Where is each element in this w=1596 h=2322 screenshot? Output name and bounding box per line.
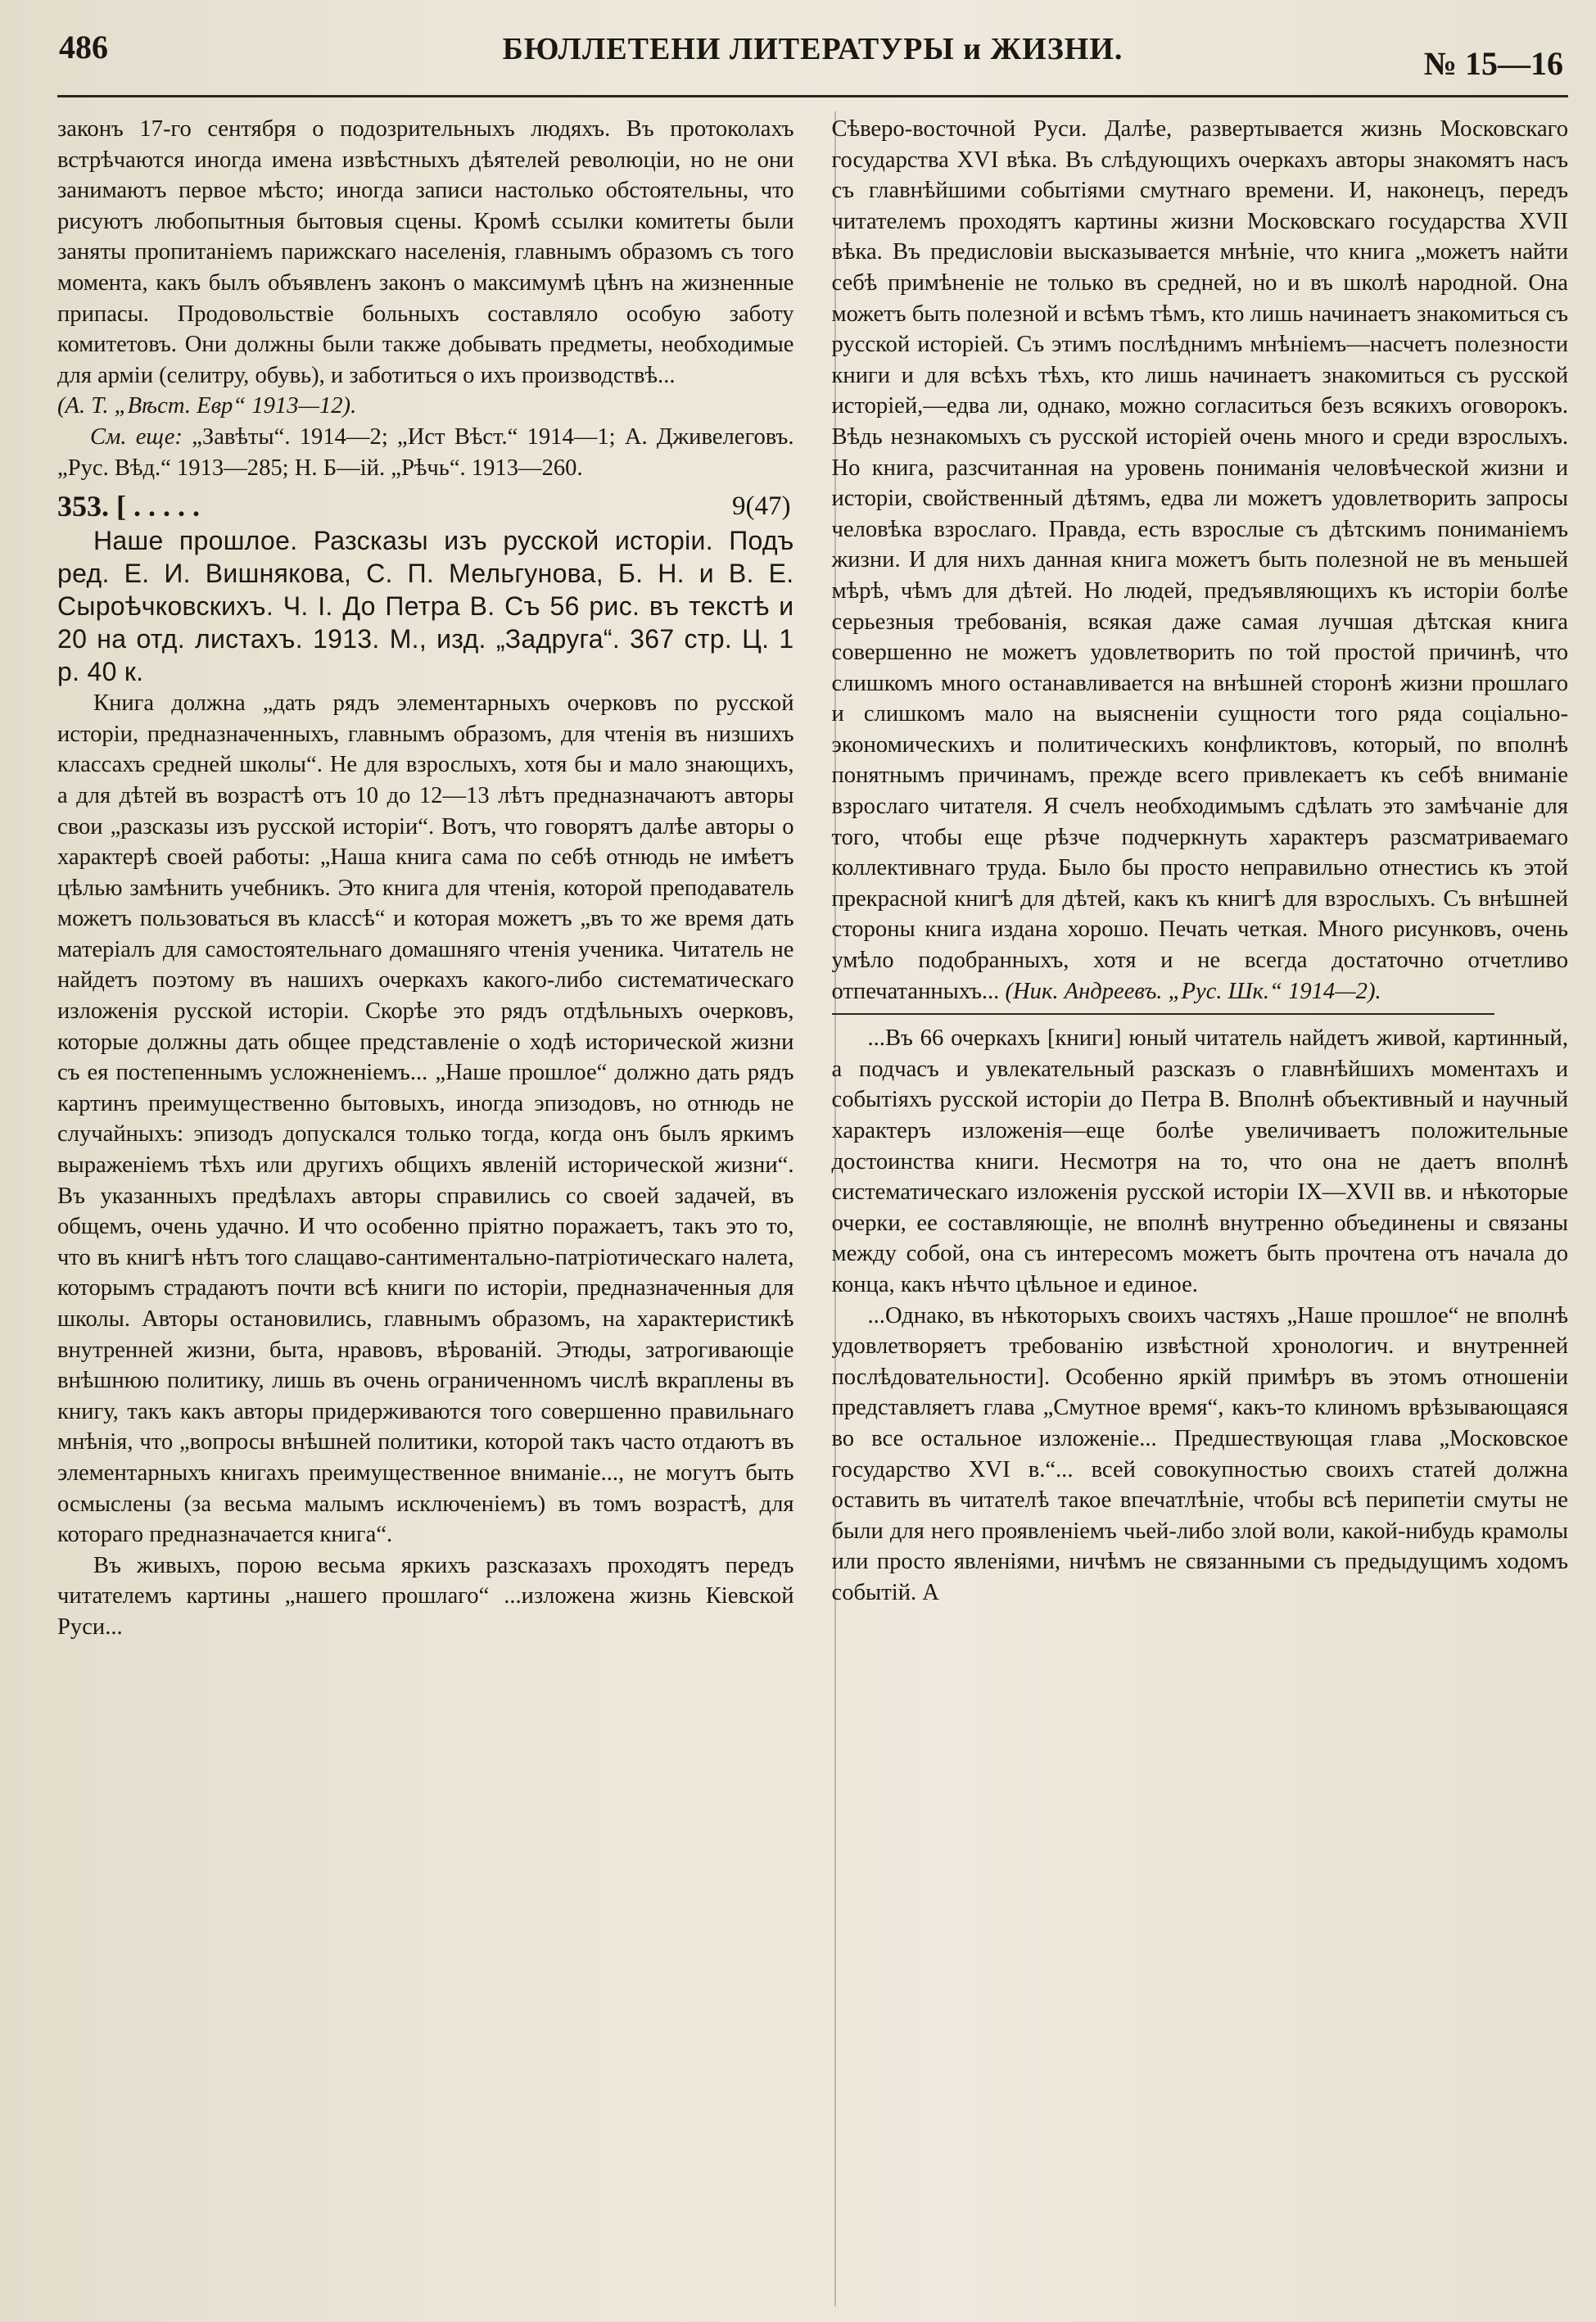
see-also-text: „Завѣты“. 1914—2; „Ист Вѣст.“ 1914—1; А. Дживелеговъ. „Рус. Вѣд.“ 1913—285; Н. Б—ій. „Рѣчь“. 1913—260. — [57, 423, 794, 481]
right-paragraph-3: ...Однако, въ нѣкоторыхъ своихъ частяхъ „Наше прошлое“ не вполнѣ удовлетворяетъ требованію извѣстной хронологич. и внутренней послѣдовательности]. Особенно яркій примѣръ въ этомъ отношеніи представляетъ глава „Смутное время“, какъ-то клиномъ врѣзывающаяся во все остальное изложеніе... Предшествующая глава „Московское государство XVI в.“... всей совокупностью своихъ статей должна оставить въ читателѣ такое впечатлѣніе, чтобы всѣ перипетіи смуты не были для него проявленіемъ чьей-либо злой воли, какой-нибудь крамолы или просто явленіями, ничѣмъ не связанными съ предыдущимъ ходомъ событій. А — [831, 1302, 1568, 1605]
issue-number: № 15—16 — [1423, 45, 1563, 82]
section-rule — [832, 1013, 1495, 1015]
left-column — [57, 114, 794, 1643]
page-number: 486 — [59, 29, 108, 66]
entry-classification-code: 9(47) — [732, 491, 791, 522]
text-columns — [57, 114, 1568, 1643]
column-divider — [834, 111, 836, 2306]
left-paragraph-1-reference: (А. Т. „Вѣст. Евр“ 1913—12). — [57, 393, 357, 419]
page-header — [57, 20, 1568, 97]
right-column — [832, 114, 1569, 1643]
left-paragraph-1 — [57, 114, 794, 422]
running-title: БЮЛЛЕТЕНИ ЛИТЕРАТУРЫ и ЖИЗНИ. — [502, 32, 1124, 66]
see-also — [57, 422, 794, 483]
left-paragraph-1-text: законъ 17-го сентября о подозрительныхъ людяхъ. Въ протоколахъ встрѣчаются иногда имена извѣстныхъ дѣятелей революціи, но не они занимаютъ первое мѣсто; иногда записи настолько обстоятельны, что рисуютъ любопытныя бытовыя сцены. Кромѣ ссылки комитеты были заняты пропитаніемъ парижскаго населенія, главнымъ образомъ съ того момента, какъ былъ объявленъ законъ о максимумѣ цѣнъ на жизненные припасы. Продовольствіе больныхъ составляло особую заботу комитетовъ. Они должны были также добывать предметы, необходимые для арміи (селитру, обувь), и заботиться о ихъ производствѣ... — [57, 116, 794, 388]
entry-heading — [57, 488, 794, 524]
entry-number: 353. [ . . . . . — [57, 490, 200, 523]
left-paragraph-3: Въ живыхъ, порою весьма яркихъ разсказахъ проходятъ передъ читателемъ картины „нашего прошлаго“ ...изложена жизнь Кіевской Руси... — [57, 1552, 794, 1640]
right-paragraph-1 — [832, 114, 1569, 1007]
right-paragraph-1-text: Сѣверо-восточной Руси. Далѣе, развертывается жизнь Московскаго государства XVI вѣка. Въ слѣдующихъ очеркахъ авторы знакомятъ насъ съ главнѣйшими событіями смутнаго времени. И, наконецъ, передъ читателемъ проходятъ картины жизни Московскаго государства XVII вѣка. Въ предисловіи высказывается мнѣніе, что книга „можетъ найти себѣ примѣненіе не только въ средней, но и въ школѣ народной. Она можетъ быть полезной и всѣмъ тѣмъ, кто лишь начинаетъ знакомиться съ русской исторіей. Съ этимъ послѣднимъ мнѣніемъ—насчетъ полезности книги и для всѣхъ тѣхъ, кто лишь начинаетъ знакомиться съ русской исторіей,—едва ли, однако, можно согласиться безъ всякихъ оговорокъ. Вѣдь незнакомыхъ съ русской исторіей очень много и среди взрослыхъ. Но книга, разсчитанная на уровень пониманія человѣческой жизни и исторіи, свойственный дѣтямъ, едва ли можетъ удовлетворить запросы человѣка взрослаго. Правда, есть взрослые съ дѣтскимъ пониманіемъ жизни. И для нихъ данная книга можетъ быть полезной не въ меньшей мѣрѣ, чѣмъ для дѣтей. Но людей, предъявляющихъ къ исторіи болѣе серьезныя требованія, всякая даже самая лучшая дѣтская книга совершенно не можетъ удовлетворить по той простой причинѣ, что слишкомъ много останавливается на внѣшней сторонѣ жизни прошлаго и слишкомъ мало на выясненіи сущности того ряда соціально-экономическихъ и политическихъ конфликтовъ, который, по вполнѣ понятнымъ причинамъ, прежде всего привлекаетъ къ себѣ вниманіе взрослаго читателя. Я счелъ необходимымъ сдѣлать это замѣчаніе для того, чтобы еще рѣзче подчеркнуть характеръ разсматриваемаго коллективнаго труда. Было бы просто неправильно отнестись къ этой прекрасной книгѣ для дѣтей, какъ къ книгѣ для взрослыхъ. Съ внѣшней стороны книга издана хорошо. Печать четкая. Много рисунковъ, очень умѣло подобранныхъ, хотя и не всегда достаточно отчетливо отпечатанныхъ... — [831, 116, 1568, 1004]
right-paragraph-1-reference: (Ник. Андреевъ. „Рус. Шк.“ 1914—2). — [1005, 978, 1381, 1004]
left-paragraph-2: Книга должна „дать рядъ элементарныхъ очерковъ по русской исторіи, предназначенныхъ, главнымъ образомъ, для чтенія въ низшихъ классахъ средней школы“. Не для взрослыхъ, хотя бы и мало знающихъ, а для дѣтей въ возрастѣ отъ 10 до 12—13 лѣтъ предназначаютъ авторы свои „разсказы изъ русской исторіи“. Вотъ, что говорятъ далѣе авторы о характерѣ своей работы: „Наша книга сама по себѣ отнюдь не имѣетъ цѣлью замѣнить учебникъ. Это книга для чтенія, которой преподаватель можетъ пользоваться въ классѣ“ и которая можетъ „въ то же время дать матеріалъ для самостоятельнаго домашняго чтенія ученика. Читатель не найдетъ поэтому въ нашихъ очеркахъ какого-либо систематическаго изложенія русской исторіи. Скорѣе это рядъ отдѣльныхъ очерковъ, которые должны дать общее представленіе о ходѣ исторической жизни съ ея постепеннымъ усложненіемъ... „Наше прошлое“ должно дать рядъ картинъ преимущественно бытовыхъ, иногда эпизодовъ, но отнюдь не случайныхъ: эпизодъ допускался только тогда, когда онъ былъ яркимъ выраженіемъ тѣхъ или другихъ общихъ явленій исторической жизни“. Въ указанныхъ предѣлахъ авторы справились со своей задачей, въ общемъ, очень удачно. И что особенно пріятно поражаетъ, такъ это то, что въ книгѣ нѣтъ того слащаво-сантиментально-патріотическаго налета, которымъ страдаютъ почти всѣ книги по исторіи, предназначенныя для школы. Авторы остановились, главнымъ образомъ, на характеристикѣ внутренней жизни, быта, нравовъ, вѣрованій. Этюды, затрогивающіе внѣшнюю политику, лишь въ очень ограниченномъ числѣ вкраплены въ книгу, такъ какъ авторы придерживаются того совершенно правильнаго мнѣнія, что „вопросы внѣшней политики, которой такъ часто отдаютъ въ элементарныхъ книгахъ преимущественное вниманіе..., не могутъ быть осмыслены (за весьма малымъ исключеніемъ) въ томъ возрастѣ, для котораго предназначается книга“. — [57, 690, 794, 1548]
see-also-label: См. еще: — [90, 423, 183, 450]
right-paragraph-2: ...Въ 66 очеркахъ [книги] юный читатель найдетъ живой, картинный, а подчасъ и увлекательный разсказъ о главнѣйшихъ моментахъ и событіяхъ русской исторіи до Петра В. Вполнѣ объективный и научный характеръ изложенія—еще болѣе увеличиваетъ положительные достоинства книги. Несмотря на то, что она не даетъ вполнѣ систематическаго изложенія русской исторіи IX—XVII вв. и нѣкоторые очерки, ее составляющіе, не вполнѣ внутренно объединены и связаны между собой, она съ интересомъ можетъ быть прочтена отъ начала до конца, какъ нѣчто цѣльное и единое. — [831, 1025, 1568, 1297]
entry-title: Наше прошлое. Разсказы изъ русской исторіи. Подъ ред. Е. И. Вишнякова, С. П. Мельгунова, Б. Н. и В. Е. Сыроѣчковскихъ. Ч. I. До Петра В. Съ 56 рис. въ текстѣ и 20 на отд. листахъ. 1913. М., изд. „Задруга“. 367 стр. Ц. 1 р. 40 к. — [57, 526, 794, 687]
